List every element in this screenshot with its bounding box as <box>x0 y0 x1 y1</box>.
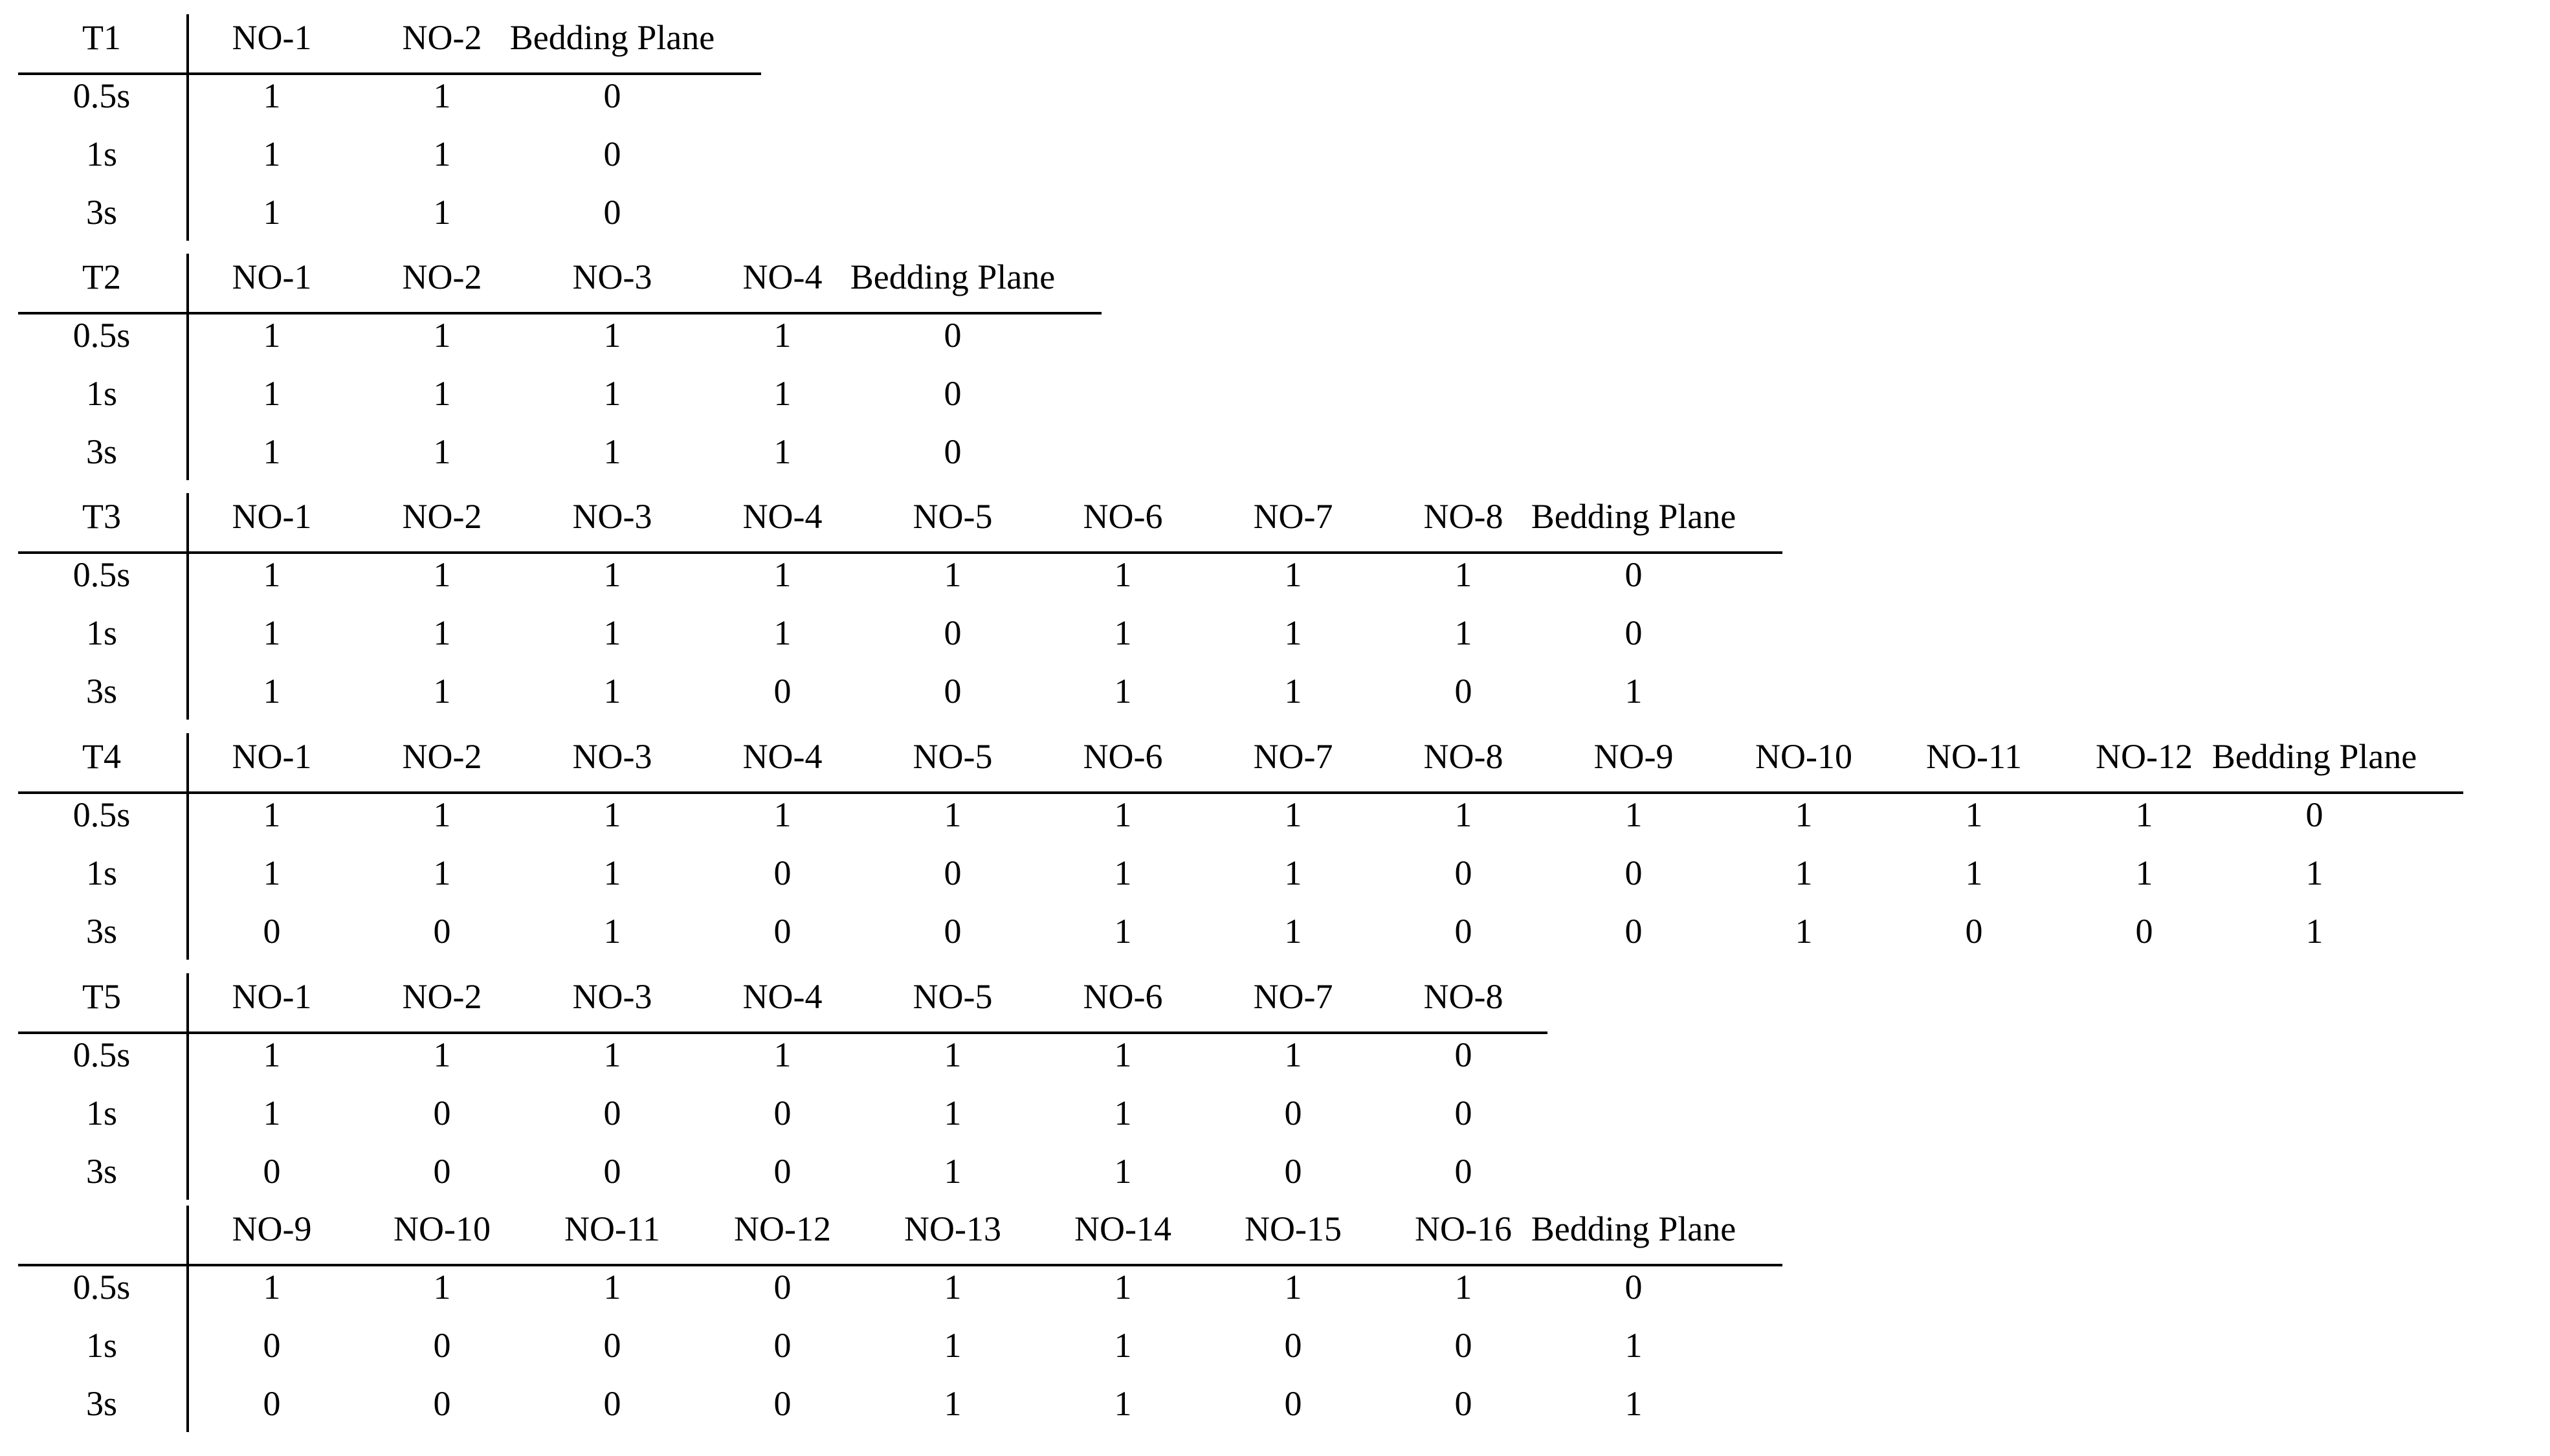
table-cell: 1 <box>263 316 281 355</box>
table-cell: 0 <box>773 1268 792 1307</box>
table-cell: 0 <box>773 672 792 711</box>
table-cell: 1 <box>433 193 451 232</box>
section-label: T5 <box>82 977 121 1016</box>
column-header: NO-2 <box>402 497 482 536</box>
table-cell: 1 <box>1114 672 1132 711</box>
table-cell: 1 <box>773 613 792 652</box>
table-cell: 1 <box>263 613 281 652</box>
column-header: NO-1 <box>232 977 312 1016</box>
header-rule <box>18 551 1782 554</box>
table-cell: 1 <box>1284 912 1302 951</box>
column-header: NO-8 <box>1423 497 1503 536</box>
header-rule <box>18 1031 1547 1034</box>
column-header: NO-5 <box>913 977 993 1016</box>
table-cell: 0 <box>773 1326 792 1365</box>
table-cell: 0 <box>1284 1152 1302 1191</box>
column-header: NO-8 <box>1423 737 1503 776</box>
table-cell: 1 <box>944 1268 962 1307</box>
table-cell: 1 <box>433 374 451 413</box>
column-header: NO-4 <box>742 258 823 296</box>
row-label: 1s <box>85 1094 117 1132</box>
table-cell: 1 <box>1114 1268 1132 1307</box>
table-cell: 1 <box>2305 854 2323 892</box>
table-cell: 1 <box>603 672 621 711</box>
table-cell: 0 <box>1284 1094 1302 1132</box>
table-cell: 0 <box>773 912 792 951</box>
column-header: NO-10 <box>1755 737 1852 776</box>
table-cell: 1 <box>433 795 451 834</box>
row-label: 0.5s <box>72 316 131 355</box>
column-header: NO-14 <box>1074 1209 1171 1248</box>
column-header: NO-6 <box>1083 977 1163 1016</box>
table-cell: 0 <box>2305 795 2323 834</box>
table-cell: 1 <box>263 374 281 413</box>
section-label: T1 <box>82 18 121 57</box>
table-cell: 1 <box>1114 854 1132 892</box>
column-header: Bedding Plane <box>1531 497 1736 536</box>
column-header: NO-5 <box>913 497 993 536</box>
table-cell: 1 <box>603 432 621 471</box>
table-cell: 1 <box>1284 672 1302 711</box>
column-header: NO-1 <box>232 497 312 536</box>
table-cell: 1 <box>1624 672 1643 711</box>
table-cell: 0 <box>603 1152 621 1191</box>
table-cell: 0 <box>263 1384 281 1423</box>
row-label: 3s <box>85 1384 117 1423</box>
table-cell: 1 <box>433 672 451 711</box>
table-cell: 1 <box>263 672 281 711</box>
table-cell: 0 <box>1624 1268 1643 1307</box>
header-rule <box>18 1264 1782 1266</box>
table-cell: 1 <box>1454 555 1472 594</box>
table-cell: 1 <box>773 1035 792 1074</box>
table-cell: 1 <box>773 316 792 355</box>
table-cell: 1 <box>263 1094 281 1132</box>
table-section <box>0 18 2550 251</box>
column-header: NO-1 <box>232 258 312 296</box>
table-cell: 1 <box>263 76 281 115</box>
table-cell: 0 <box>603 193 621 232</box>
row-label: 3s <box>85 672 117 711</box>
row-label: 1s <box>85 374 117 413</box>
table-cell: 0 <box>603 1384 621 1423</box>
row-label: 0.5s <box>72 1035 131 1074</box>
row-label: 3s <box>85 193 117 232</box>
table-cell: 0 <box>1624 912 1643 951</box>
table-cell: 1 <box>263 1035 281 1074</box>
table-cell: 1 <box>603 374 621 413</box>
row-label: 1s <box>85 854 117 892</box>
table-cell: 1 <box>263 795 281 834</box>
table-cell: 1 <box>263 1268 281 1307</box>
table-cell: 0 <box>773 1152 792 1191</box>
table-cell: 0 <box>433 1326 451 1365</box>
table-cell: 0 <box>603 76 621 115</box>
column-header: Bedding Plane <box>2212 737 2417 776</box>
table-cell: 1 <box>1965 795 1983 834</box>
column-header: NO-12 <box>2096 737 2193 776</box>
table-cell: 0 <box>1284 1326 1302 1365</box>
column-header: NO-3 <box>572 258 652 296</box>
table-cell: 1 <box>1114 795 1132 834</box>
table-cell: 0 <box>773 1384 792 1423</box>
header-rule <box>18 72 761 75</box>
table-cell: 0 <box>1624 555 1643 594</box>
column-header: NO-2 <box>402 258 482 296</box>
row-label: 0.5s <box>72 795 131 834</box>
table-cell: 1 <box>1454 795 1472 834</box>
table-cell: 1 <box>603 795 621 834</box>
table-cell: 1 <box>944 1094 962 1132</box>
table-cell: 0 <box>603 1094 621 1132</box>
table-cell: 1 <box>603 1268 621 1307</box>
section-label: T3 <box>82 497 121 536</box>
row-label: 3s <box>85 912 117 951</box>
table-cell: 1 <box>1284 1035 1302 1074</box>
table-cell: 0 <box>1454 1384 1472 1423</box>
row-label-divider <box>186 733 189 960</box>
table-cell: 1 <box>433 432 451 471</box>
table-cell: 0 <box>944 912 962 951</box>
table-cell: 1 <box>1454 613 1472 652</box>
table-cell: 0 <box>1454 672 1472 711</box>
table-cell: 0 <box>433 1094 451 1132</box>
column-header: NO-5 <box>913 737 993 776</box>
column-header: NO-9 <box>232 1209 312 1248</box>
table-cell: 1 <box>433 76 451 115</box>
table-cell: 0 <box>1454 1094 1472 1132</box>
table-cell: 1 <box>1624 1326 1643 1365</box>
table-cell: 0 <box>944 854 962 892</box>
table-cell: 0 <box>1624 613 1643 652</box>
table-cell: 1 <box>603 316 621 355</box>
table-cell: 1 <box>433 854 451 892</box>
table-cell: 0 <box>773 1094 792 1132</box>
column-header: NO-2 <box>402 737 482 776</box>
table-cell: 1 <box>1114 1094 1132 1132</box>
header-rule <box>18 312 1102 314</box>
table-section <box>0 737 2550 970</box>
column-header: NO-7 <box>1253 977 1333 1016</box>
column-header: NO-3 <box>572 497 652 536</box>
table-cell: 1 <box>433 135 451 173</box>
table-cell: 1 <box>603 912 621 951</box>
table-cell: 1 <box>1965 854 1983 892</box>
column-header: NO-15 <box>1245 1209 1342 1248</box>
row-label-divider <box>186 493 189 720</box>
table-cell: 0 <box>1284 1384 1302 1423</box>
column-header: NO-12 <box>734 1209 831 1248</box>
table-cell: 0 <box>603 135 621 173</box>
table-cell: 1 <box>603 1035 621 1074</box>
row-label-divider <box>186 1206 189 1432</box>
section-label: T2 <box>82 258 121 296</box>
table-section <box>0 258 2550 491</box>
table-cell: 1 <box>603 613 621 652</box>
table-cell: 1 <box>263 854 281 892</box>
table-cell: 1 <box>1114 1152 1132 1191</box>
table-cell: 1 <box>603 854 621 892</box>
column-header: NO-3 <box>572 977 652 1016</box>
column-header: NO-3 <box>572 737 652 776</box>
column-header: NO-6 <box>1083 737 1163 776</box>
table-cell: 1 <box>1114 613 1132 652</box>
table-cell: 1 <box>1284 854 1302 892</box>
table-cell: 0 <box>944 672 962 711</box>
column-header: NO-2 <box>402 18 482 57</box>
table-cell: 0 <box>1965 912 1983 951</box>
table-cell: 0 <box>1454 1326 1472 1365</box>
table-cell: 0 <box>944 613 962 652</box>
table-section <box>0 497 2550 730</box>
table-section <box>0 977 2550 1210</box>
column-header: NO-4 <box>742 497 823 536</box>
column-header: Bedding Plane <box>509 18 715 57</box>
table-cell: 0 <box>2135 912 2153 951</box>
table-cell: 1 <box>944 1035 962 1074</box>
column-header: NO-7 <box>1253 497 1333 536</box>
table-cell: 0 <box>944 316 962 355</box>
row-label: 0.5s <box>72 1268 131 1307</box>
table-cell: 1 <box>944 1384 962 1423</box>
table-cell: 1 <box>773 555 792 594</box>
table-cell: 0 <box>433 912 451 951</box>
column-header: Bedding Plane <box>850 258 1056 296</box>
column-header: NO-11 <box>564 1209 660 1248</box>
row-label-divider <box>186 973 189 1200</box>
column-header: NO-11 <box>1926 737 2022 776</box>
table-cell: 0 <box>1454 854 1472 892</box>
table-cell: 0 <box>944 432 962 471</box>
column-header: NO-16 <box>1415 1209 1512 1248</box>
table-cell: 1 <box>773 432 792 471</box>
table-cell: 0 <box>1454 1152 1472 1191</box>
table-cell: 1 <box>433 555 451 594</box>
table-cell: 1 <box>944 1326 962 1365</box>
column-header: NO-2 <box>402 977 482 1016</box>
row-label: 1s <box>85 135 117 173</box>
column-header: NO-9 <box>1593 737 1674 776</box>
table-cell: 0 <box>603 1326 621 1365</box>
table-section <box>0 1209 2550 1442</box>
table-cell: 1 <box>1795 854 1813 892</box>
table-cell: 1 <box>1624 1384 1643 1423</box>
row-label: 3s <box>85 1152 117 1191</box>
table-cell: 1 <box>263 555 281 594</box>
table-cell: 1 <box>1624 795 1643 834</box>
column-header: Bedding Plane <box>1531 1209 1736 1248</box>
table-cell: 1 <box>944 555 962 594</box>
table-cell: 0 <box>263 1152 281 1191</box>
table-cell: 1 <box>2135 795 2153 834</box>
table-cell: 1 <box>1795 795 1813 834</box>
table-cell: 1 <box>603 555 621 594</box>
table-cell: 0 <box>1454 912 1472 951</box>
table-cell: 1 <box>2305 912 2323 951</box>
table-cell: 1 <box>263 193 281 232</box>
table-cell: 0 <box>433 1384 451 1423</box>
column-header: NO-4 <box>742 737 823 776</box>
column-header: NO-6 <box>1083 497 1163 536</box>
column-header: NO-13 <box>904 1209 1001 1248</box>
table-cell: 1 <box>1114 1326 1132 1365</box>
table-cell: 1 <box>2135 854 2153 892</box>
column-header: NO-1 <box>232 18 312 57</box>
row-label-divider <box>186 254 189 480</box>
table-cell: 1 <box>773 795 792 834</box>
table-cell: 1 <box>944 1152 962 1191</box>
section-label: T4 <box>82 737 121 776</box>
row-label-divider <box>186 14 189 241</box>
table-cell: 1 <box>1284 555 1302 594</box>
row-label: 1s <box>85 1326 117 1365</box>
table-cell: 1 <box>944 795 962 834</box>
table-cell: 0 <box>944 374 962 413</box>
row-label: 3s <box>85 432 117 471</box>
column-header: NO-7 <box>1253 737 1333 776</box>
table-cell: 1 <box>433 1035 451 1074</box>
column-header: NO-1 <box>232 737 312 776</box>
table-cell: 1 <box>263 135 281 173</box>
row-label: 0.5s <box>72 555 131 594</box>
table-cell: 1 <box>773 374 792 413</box>
table-cell: 1 <box>1795 912 1813 951</box>
table-cell: 1 <box>1114 1035 1132 1074</box>
table-cell: 1 <box>1114 1384 1132 1423</box>
table-cell: 0 <box>773 854 792 892</box>
table-cell: 1 <box>263 432 281 471</box>
table-cell: 0 <box>263 1326 281 1365</box>
table-cell: 1 <box>433 316 451 355</box>
table-cell: 0 <box>1454 1035 1472 1074</box>
column-header: NO-10 <box>394 1209 491 1248</box>
row-label: 1s <box>85 613 117 652</box>
column-header: NO-8 <box>1423 977 1503 1016</box>
table-cell: 1 <box>433 613 451 652</box>
column-header: NO-4 <box>742 977 823 1016</box>
header-rule <box>18 791 2463 794</box>
table-cell: 1 <box>1284 1268 1302 1307</box>
table-cell: 1 <box>1114 555 1132 594</box>
table-cell: 0 <box>263 912 281 951</box>
table-cell: 0 <box>433 1152 451 1191</box>
table-cell: 1 <box>1284 613 1302 652</box>
table-cell: 1 <box>1114 912 1132 951</box>
row-label: 0.5s <box>72 76 131 115</box>
table-cell: 1 <box>1454 1268 1472 1307</box>
table-cell: 1 <box>433 1268 451 1307</box>
table-cell: 0 <box>1624 854 1643 892</box>
table-cell: 1 <box>1284 795 1302 834</box>
